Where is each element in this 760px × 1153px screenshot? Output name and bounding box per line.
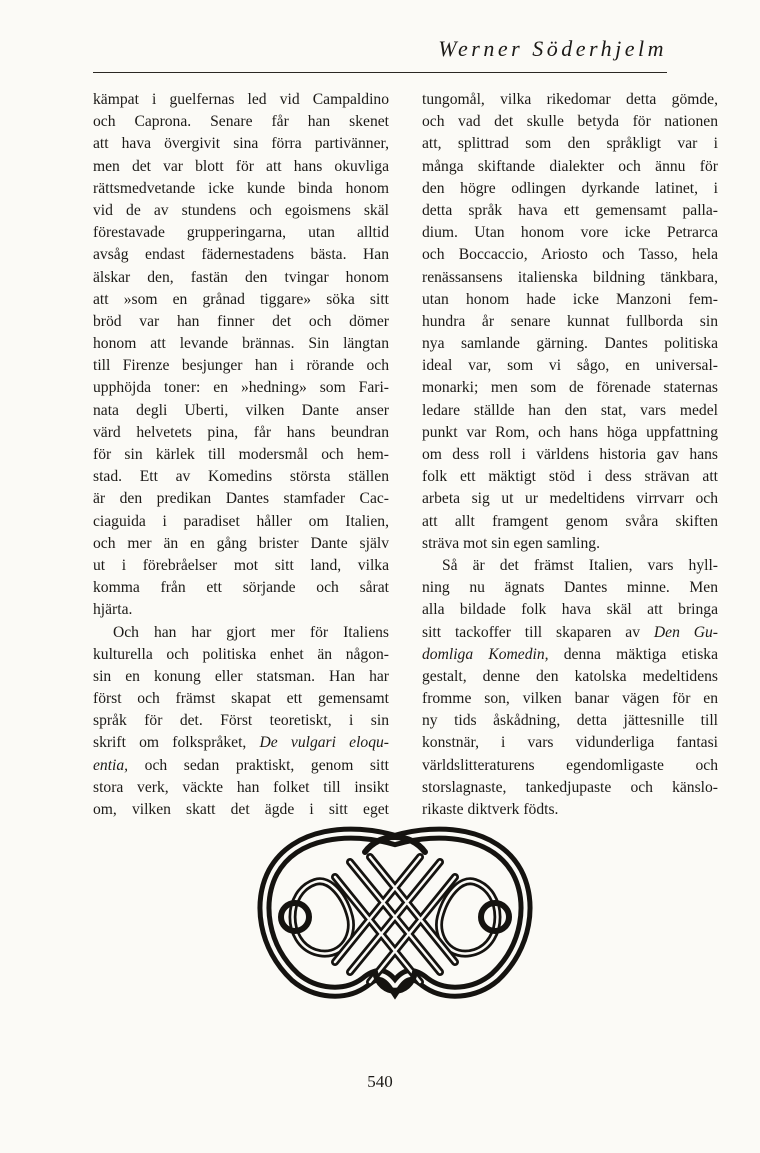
italic-title: Den Gu- (653, 623, 718, 641)
text-line: världslitteraturens egendomligaste och (422, 756, 718, 774)
text-line: ledare ställde han den stat, vars medel (422, 401, 718, 419)
text-line: att hava övergivit sina förra partivänner, (93, 135, 389, 153)
text-line: ut i förebråelser mot sitt land, vilka (93, 556, 389, 574)
text-line: tungomål, vilka rikedomar detta gömde, (422, 91, 718, 108)
text-line: monarki; men som de förenade staternas (422, 379, 718, 397)
text-line: hundra år senare kunnat fullborda sin (422, 312, 718, 330)
text-line: entia, och sedan praktiskt, genom sitt (93, 756, 389, 774)
page-number: 540 (367, 1072, 393, 1091)
text-line: konstnär, i vars vidunderliga fantasi (422, 734, 718, 752)
text-line: att »som en grånad tiggare» söka sitt (93, 290, 389, 308)
text-line: ciaguida i paradiset håller om Italien, (93, 512, 389, 530)
text-line: honom att levande brännas. Sin längtan (93, 335, 389, 353)
text-line: folk ett mäktigt stöd i dess strävan att (422, 468, 718, 486)
text-line: stora verk, väckte han folket till insikt (93, 778, 389, 796)
text-line: rättsmedvetande icke kunde binda honom (93, 179, 389, 197)
text-line: bröd var han finner det och dömer (93, 312, 389, 330)
text-line: om dess roll i världens historia gav hans (422, 446, 718, 463)
text-line: fromme son, vilken banar vägen för en (422, 690, 718, 708)
text-line: komma från ett sörjande och sårat (93, 579, 389, 597)
text-line: stad. Ett av Komedins största ställen (93, 468, 389, 486)
text-line: kulturella och politiska enhet än någon- (93, 645, 389, 663)
text-line: Så är det främst Italien, vars hyll- (442, 556, 718, 574)
left-text-column (93, 89, 389, 821)
text-line: dium. Utan honom vore icke Petrarca (422, 224, 718, 242)
right-text-column (422, 89, 718, 821)
text-line: den högre odlingen dyrkande latinet, i (422, 179, 718, 197)
text-line: vid de av stundens och egoismens skäl (93, 201, 389, 219)
italic-title: domliga Komedin, (422, 645, 549, 663)
text-line: kämpat i guelfernas led vid Campaldino (93, 91, 389, 108)
text-line: först och främst skapat ett gemensamt (93, 690, 389, 708)
text-line: sträva mot sin egen samling. (422, 534, 600, 552)
text-line: Och han har gjort mer för Italiens (113, 623, 389, 641)
text-line: utan honom hade icke Manzoni fem- (422, 290, 718, 308)
text-line: är den predikan Dantes stamfader Cac- (93, 490, 389, 508)
text-line: renässansens italienska bildning tänkbara, (422, 268, 718, 286)
text-line: arbeta sig ut ur medeltidens virrvarr och (422, 490, 718, 508)
text-line: och Boccaccio, Ariosto och Tasso, hela (422, 246, 718, 264)
text-line: och mer än en gång brister Dante själv (93, 534, 389, 552)
running-header: Werner Söderhjelm (438, 36, 667, 61)
text-line: skrift om folkspråket, De vulgari eloqu- (93, 734, 389, 752)
text-line: förestavade grupperingarna, utan alltid (93, 224, 389, 242)
text-line: och vad det skulle betyda för nationen (422, 113, 718, 131)
text-line: sitt tackoffer till skaparen av Den Gu- (422, 623, 718, 641)
celtic-knot-ornament-icon (255, 822, 535, 1016)
text-line: för sin kärlek till modersmål och hem- (93, 446, 389, 463)
text-line: rikaste diktverk födts. (422, 801, 559, 818)
text-line: sin en konung eller statsman. Han har (93, 667, 389, 685)
text-line: upphöjda toner: en »hedning» som Fari- (93, 379, 389, 397)
text-line: många skiftande dialekter och ännu för (422, 157, 718, 175)
text-line: nata degli Uberti, vilken Dante anser (93, 401, 389, 419)
text-line: alla bildade folk hava skäl att bringa (422, 601, 718, 619)
text-line: språk för det. Först teoretiskt, i sin (93, 712, 389, 730)
text-line: nya samlande gärning. Dantes politiska (422, 335, 718, 353)
text-line: älskar den, fastän den tvingar honom (93, 268, 389, 286)
text-line: ny tids åskådning, detta jättesnille till (422, 712, 718, 730)
text-line: och Caprona. Senare får han skenet (93, 113, 389, 131)
text-line: ideal var, som vi sågo, en universal- (422, 357, 718, 375)
text-line: ning nu ägnats Dantes minne. Men (422, 579, 718, 597)
italic-title: De vulgari eloqu- (259, 734, 389, 752)
italic-title: entia, (93, 756, 129, 774)
text-line: punkt var Rom, och hans höga uppfattning (422, 423, 718, 441)
text-line: storslagnaste, tankedjupaste och känslo- (422, 778, 718, 796)
text-line: att allt framgent genom svåra skiften (422, 512, 718, 530)
text-line: till Firenze besjunger han i rörande och (93, 357, 389, 375)
text-line: värd helvetets pina, får hans beundran (93, 423, 389, 441)
text-line: att, splittrad som den språkligt var i (422, 135, 718, 153)
text-line: gestalt, denne den katolska medeltidens (422, 667, 718, 685)
text-line: om, vilken skatt det ägde i sitt eget (93, 801, 389, 818)
text-line: men det var blott för att hans okuvliga (93, 157, 389, 175)
text-line: detta språk hava ett gemensamt palla- (422, 201, 718, 219)
text-line: hjärta. (93, 601, 133, 619)
text-line: domliga Komedin, denna mäktiga etiska (422, 645, 718, 663)
header-rule (93, 72, 667, 73)
text-line: avsåg endast fädernestadens bästa. Han (93, 246, 389, 264)
